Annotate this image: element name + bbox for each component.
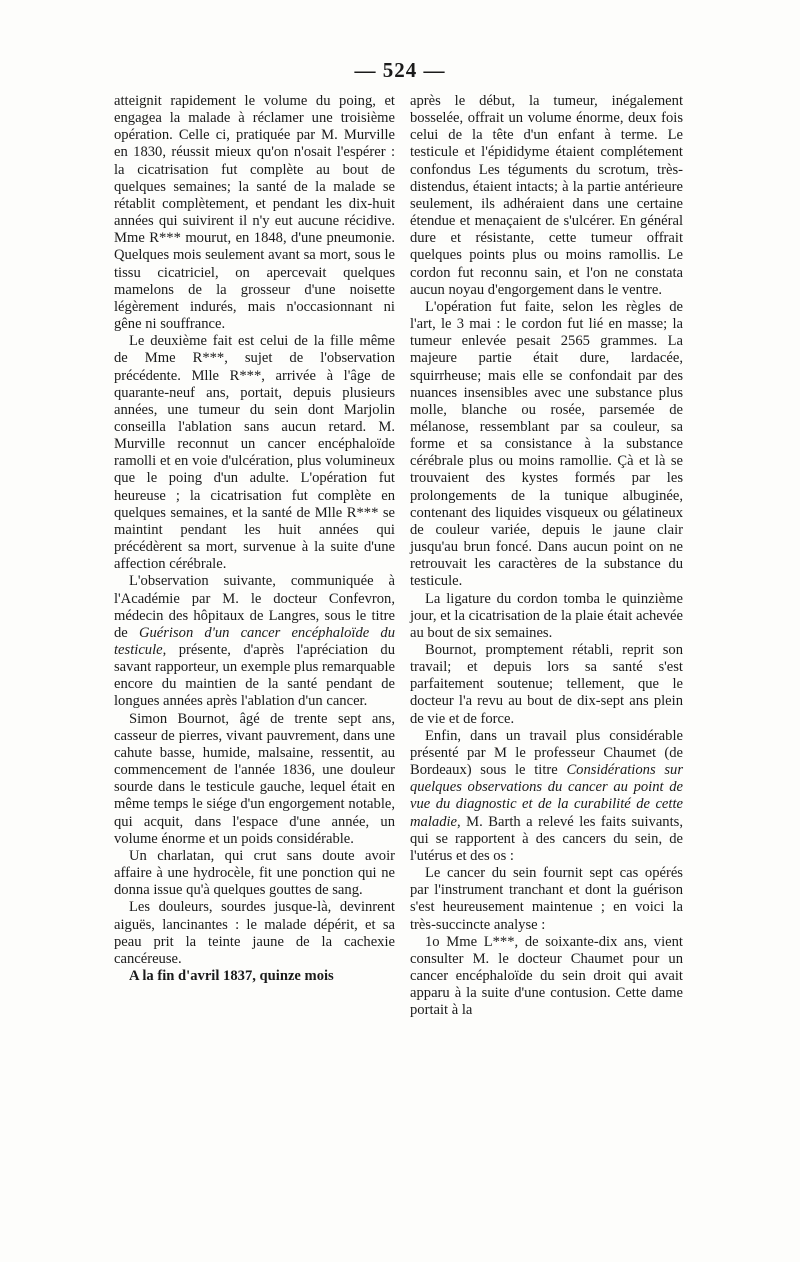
paragraph: Bournot, promptement rétabli, reprit son travail; et depuis lors sa santé s'est parfaitement soutenue; tellement, que le docteur l'a revu au bout de dix-sept ans plein de vie et de force.	[410, 642, 683, 727]
paragraph	[410, 728, 683, 865]
paragraph: Le deuxième fait est celui de la fille même de Mme R***, sujet de l'observation précédente. Mlle R***, arrivée à l'âge de quarante-neuf ans, portait, depuis plusieurs années, une tumeur du sein dont Marjolin conseilla l'ablation sans aucun retard. M. Murville reconnut un cancer encéphaloïde ramolli et en voie d'ulcération, plus volumineux que le poing d'un adulte. L'opération fut heureuse ; la cicatrisation fut complète en quelques semaines, et la santé de Mlle R*** se maintint pendant les huit années qui précédèrent sa mort, survenue à la suite d'une affection cérébrale.	[114, 333, 395, 573]
paragraph: Un charlatan, qui crut sans doute avoir affaire à une hydrocèle, fit une ponction qui ne donna issue qu'à quelques gouttes de sang.	[114, 847, 395, 899]
paragraph: L'opération fut faite, selon les règles de l'art, le 3 mai : le cordon fut lié en masse; la tumeur enlevée pesait 2565 grammes. La majeure partie était dure, lardacée, squirrheuse; mais elle se confondait par des nuances insensibles avec une substance plus molle, blanche ou rosée, parsemée de mélanose, ressemblant par sa couleur, sa forme et sa consistance à la substance cérébrale plus ou moins ramollie. Çà et là se trouvaient des kystes formés par les prolongements de la tunique albuginée, contenant des liquides visqueux ou gélatineux de couleur variée, depuis le jaune clair jusqu'au brun foncé. Dans aucun point on ne retrouvait les caractères de la substance du testicule.	[410, 298, 683, 590]
italic-title: Considérations sur quelques observations du cancer au point de vue du diagnostic et de la curabilité de cette maladie	[410, 762, 683, 830]
paragraph: La ligature du cordon tomba le quinzième jour, et la cicatrisation de la plaie était achevée au bout de six semaines.	[410, 590, 683, 641]
paragraph	[114, 968, 395, 985]
paragraph-text: Enfin, dans un travail plus considérable présenté par M le professeur Chaumet (de Bordeaux) sous le titre	[410, 727, 683, 779]
paragraph-text: , présente, d'après l'apréciation du savant rapporteur, un exemple plus remarquable encore du maintien de la santé pendant de longues années après l'ablation d'un cancer.	[114, 642, 395, 710]
paragraph: Les douleurs, sourdes jusque-là, devinrent aiguës, lancinantes : le malade dépérit, et sa peau prit la teinte jaune de la cachexie cancéreuse.	[114, 899, 395, 967]
paragraph	[114, 573, 395, 710]
left-column	[114, 93, 395, 985]
paragraph: après le début, la tumeur, inégalement bosselée, offrait un volume énorme, deux fois celui de la tête d'un enfant à terme. Le testicule et l'épididyme étaient complétement confondus Les téguments du scrotum, très-distendus, étaient intacts; à la partie antérieure seulement, ils adhéraient dans une certaine étendue et menaçaient de s'ulcérer. En général dure et résistante, cette tumeur offrait quelques points plus ou moins ramollis. Le cordon fut reconnu sain, et l'on ne constata aucun noyau d'engorgement dans le ventre.	[410, 93, 683, 298]
italic-title: Guérison d'un cancer encéphaloïde du testicule	[114, 624, 395, 658]
bold-text: A la fin d'avril 1837, quinze mois	[129, 967, 334, 984]
paragraph-text: L'observation suivante, communiquée à l'Académie par M. le docteur Confevron, médecin des hôpitaux de Langres, sous le titre de	[114, 573, 395, 641]
paragraph: Le cancer du sein fournit sept cas opérés par l'instrument tranchant et dont la guérison s'est heureusement maintenue ; en voici la très-succincte analyse :	[410, 865, 683, 933]
paragraph-text: , M. Barth a relevé les faits suivants, qui se rapportent à des cancers du sein, de l'utérus et des os :	[410, 813, 683, 864]
paragraph: Simon Bournot, âgé de trente sept ans, casseur de pierres, vivant pauvrement, dans une cahute basse, humide, malsaine, ressentit, au commencement de l'année 1836, une douleur sourde dans le testicule gauche, lequel était en même temps le siége d'un engorgement notable, qui acquit, dans l'espace d'une année, un volume énorme et un poids considérable.	[114, 710, 395, 847]
page-number: — 524 —	[354, 58, 446, 82]
paragraph: 1o Mme L***, de soixante-dix ans, vient consulter M. le docteur Chaumet pour un cancer encéphaloïde du sein droit qui avait apparu à la suite d'une contusion. Cette dame portait à la	[410, 933, 683, 1019]
right-column	[410, 93, 683, 1019]
paragraph: atteignit rapidement le volume du poing, et engagea la malade à réclamer une troisième opération. Celle ci, pratiquée par M. Murville en 1830, réussit mieux qu'on n'osait l'espérer : la cicatrisation fut complète au bout de quelques semaines; la santé de la malade se rétablit complètement, et pendant les dix-huit années qui suivirent il n'y eut aucune récidive. Mme R*** mourut, en 1848, d'une pneumonie. Quelques mois seulement avant sa mort, sous le tissu cicatriciel, on apercevait quelques mamelons de la grosseur d'une noisette légèrement indurés, mais n'occasionnant ni gêne ni souffrance.	[114, 93, 395, 333]
